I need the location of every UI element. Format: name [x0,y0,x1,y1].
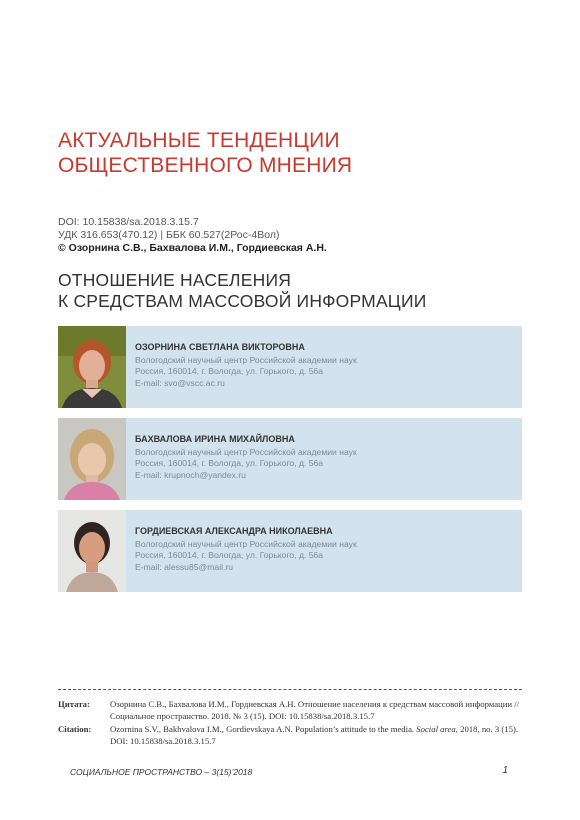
article-title [58,270,528,312]
author-info [135,434,357,481]
author-email[interactable]: E-mail: krupnoch@yandex.ru [135,469,246,480]
article-meta [58,216,327,255]
author-email[interactable]: E-mail: alessu85@mail.ru [135,561,234,572]
footer-journal: СОЦИАЛЬНОЕ ПРОСТРАНСТВО – 3(15)’2018 [70,767,253,777]
citation-en-text-a: Ozornina S.V., Bakhvalova I.M., Gordievskaya A.N. Population’s attitude to the media. [110,724,417,734]
author-card [58,326,522,408]
citation-en-text [110,724,522,747]
author-photo [58,418,126,500]
citation-en-text-b: , 2018, no. 3 (15). DOI: 10.15838/sa.2018.3.15.7 [110,724,519,746]
author-name: БАХВАЛОВА ИРИНА МИХАЙЛОВНА [135,434,295,444]
author-info [135,526,357,573]
citation-en-journal: Social area [416,724,456,734]
author-info [135,342,357,389]
section-heading-line1: АКТУАЛЬНЫЕ ТЕНДЕНЦИИ [58,129,340,152]
author-address: Россия, 160014, г. Вологда, ул. Горького, д. 56а [135,366,324,376]
author-card [58,418,522,500]
article-title-line2: К СРЕДСТВАМ МАССОВОЙ ИНФОРМАЦИИ [58,291,427,311]
author-org: Вологодский научный центр Российской академии наук [135,354,357,365]
author-email[interactable]: E-mail: svo@vscc.ac.ru [135,377,225,388]
copyright-authors: © Озорнина С.В., Бахвалова И.М., Гордиевская А.Н. [58,242,327,254]
author-address: Россия, 160014, г. Вологда, ул. Горького, д. 56а [135,550,324,560]
section-heading [58,128,528,178]
article-title-line1: ОТНОШЕНИЕ НАСЕЛЕНИЯ [58,270,292,290]
page-number: 1 [502,765,508,776]
author-photo [58,510,126,592]
section-heading-line2: ОБЩЕСТВЕННОГО МНЕНИЯ [58,154,353,177]
author-card [58,510,522,592]
udk-bbk: УДК 316.653(470.12) | ББК 60.527(2Рос-4Вол) [58,229,280,241]
author-address: Россия, 160014, г. Вологда, ул. Горького, д. 56а [135,458,324,468]
author-org: Вологодский научный центр Российской академии наук [135,446,357,457]
citation-ru-text: Озорнина С.В., Бахвалова И.М., Гордиевская А.Н. Отношение населения к средствам массовой информации // Социальное пространство. 2018. № 3 (15). DOI: 10.15838/sa.2018.3.15.7 [110,699,520,721]
citation-en-label: Citation: [58,724,92,734]
doi: DOI: 10.15838/sa.2018.3.15.7 [58,216,199,228]
citation-divider [58,689,522,690]
author-name: ОЗОРНИНА СВЕТЛАНА ВИКТОРОВНА [135,342,305,352]
author-photo [58,326,126,408]
citation-ru-label: Цитата: [58,699,90,709]
author-org: Вологодский научный центр Российской академии наук [135,538,357,549]
author-name: ГОРДИЕВСКАЯ АЛЕКСАНДРА НИКОЛАЕВНА [135,526,333,536]
